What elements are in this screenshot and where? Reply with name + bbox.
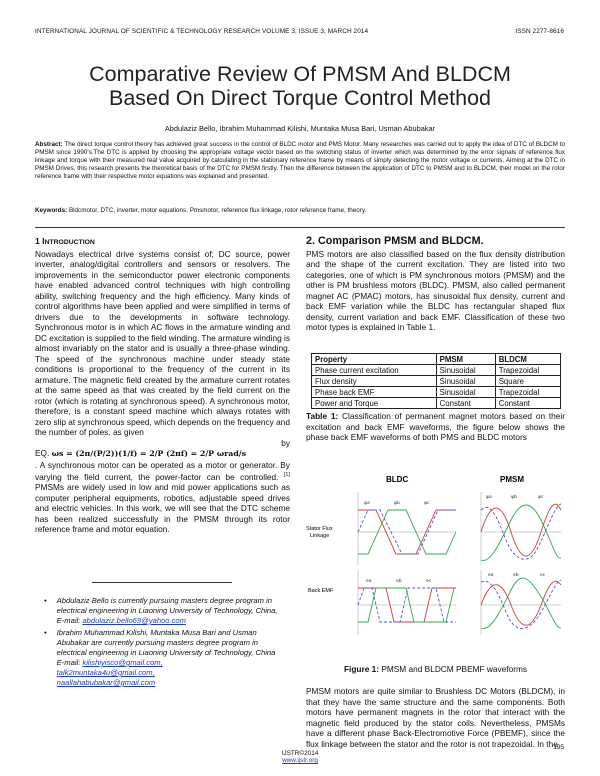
- figure-caption: Figure 1: PMSM and BLDCM PBEMF waveforms: [343, 664, 528, 674]
- equation-prefix: EQ.: [35, 448, 50, 458]
- abstract-text: The direct torque control theory has achieved great success in the control of BLDC motor and PMS Motor. Many researches was carried out to apply the idea of DTC of BLDCM to PMSM since 1990's.The DTC is applied by choosing the appropriate voltage vector based on the switching status of inverter which was determined by the error signals of reference flux linkage and torque with their measured real value acquired by calculating in the stationary reference frame by means of simply detecting the motor voltage or currents. Aiming at the DTC in PMSM Drives, this research presents the theoretical basis of the DTC for PMSM firstly. Then the difference between the application of DTC to PMSM and to BLDCM, their model on the rotor reference frame with their respective motor equations was explained and presented.: [35, 141, 565, 180]
- equation-line: [35, 448, 290, 460]
- bullet-icon: •: [44, 628, 47, 637]
- figure-label-stator-flux: Stator Flux: [306, 526, 333, 532]
- table-header: BLDCM: [495, 354, 560, 365]
- left-column: [35, 236, 290, 535]
- email-link[interactable]: talk2muntaka4u@gmail.com,: [56, 668, 155, 677]
- issn: ISSN 2277-8616: [515, 28, 564, 35]
- table-header-row: [312, 354, 561, 365]
- phase-label: ψc: [424, 501, 430, 506]
- figure-label-pmsm: PMSM: [500, 475, 524, 484]
- figure-label-linkage: Linkage: [310, 533, 330, 539]
- phase-label: ψb: [511, 495, 517, 500]
- table-row: Phase current excitation Sinusoidal Trapezoidal: [312, 365, 561, 376]
- figure-label-back-emf: Back EMF: [308, 588, 334, 594]
- page-number: 195: [553, 744, 564, 751]
- section-1-by: by: [281, 437, 290, 448]
- phase-label: ec: [540, 573, 546, 578]
- email-link[interactable]: naallahabubakar@gmail.com: [56, 678, 156, 687]
- phase-label: ψc: [538, 495, 544, 500]
- section-2-heading: 2. Comparison PMSM and BLDCM.: [306, 235, 484, 247]
- bullet-icon: •: [44, 596, 47, 605]
- equation: ωs = (2π/(P/2))(1/f) = 2/P (2πf) = 2/P ωrad/s: [51, 449, 247, 458]
- table-row: Flux density Sinusoidal Square: [312, 376, 561, 387]
- pmsm-flux-a: [481, 504, 561, 556]
- title-line-2: Based On Direct Torque Control Method: [108, 86, 492, 110]
- phase-label: ψa: [364, 501, 370, 506]
- section-2-paragraph-1: PMS motors are also classified based on the flux density distribution and the shape of the current excitation. They are listed into two categories, one of which is PM synchronous motors (PMSM) and the other is PM brushless motors (BLDC). PMSM, also called permanent magnet AC (PMAC) motors, has sinusoidal flux density, current and back EMF variation while the BLDC has rectangular shaped flux density, current variation and back EMF. Classification of these two motor types is explained in Table 1.: [306, 248, 565, 332]
- phase-label: eb: [396, 579, 402, 584]
- keywords-label: Keywords:: [35, 207, 68, 214]
- pmsm-flux-c: [481, 504, 561, 559]
- footnotes: [44, 596, 290, 688]
- classification-table: [311, 353, 561, 409]
- authors: Abdulaziz Bello, Ibrahim Muhammad Kilishi, Muntaka Musa Bari, Usman Abubakar: [164, 124, 436, 133]
- phase-label: eb: [513, 573, 519, 578]
- pmsm-flux-b: [481, 505, 561, 560]
- keywords-text: Bldcmotor, DTC, inverter, motor equations, Pmsmotor, reference flux linkage, rotor reference frame, theory.: [68, 207, 367, 214]
- phase-label: ea: [366, 579, 372, 584]
- journal-header: INTERNATIONAL JOURNAL OF SCIENTIFIC & TECHNOLOGY RESEARCH VOLUME 3, ISSUE 3, MARCH 2014: [35, 28, 369, 35]
- table-header: PMSM: [436, 354, 495, 365]
- section-1-heading: 1 INTRODUCTION: [35, 236, 95, 246]
- right-column: [306, 236, 565, 333]
- footer: [0, 750, 600, 764]
- back-emf-figure: [306, 470, 565, 655]
- section-1-paragraph-2: . A synchronous motor can be operated as a motor or generator. By varying the field current, the power-factor can be controlled. [1] PMSMs are widely used in low and mid power applications such as computer peripheral equipments, robotics, adjustable speed drives and electric vehicles. In this work, we will see that the DTC scheme has been realized successfully in the PMSM through its rotor reference frame and motor equation.: [35, 459, 290, 535]
- table-row: Phase back EMF Sinusoidal Trapezoidal: [312, 387, 561, 398]
- phase-label: ψa: [486, 495, 492, 500]
- footnote-1: • Abdulaziz Bello is currently pursuing masters degree program in electrical engineering in Liaoning University of Technology, China, E-mail: abdulaziz.bello69@yahoo.com: [44, 596, 278, 625]
- abstract: [35, 141, 565, 181]
- footnote-2: • Ibrahim Muhammad Kilishi, Muntaka Musa Bari and Usman Abubakar are currently pursuing masters degree program in electrical engineering in Liaoning University of Technology, China E-mail: kilishiyisco@gmail.com, talk2muntaka4u@gmail.com, naallahabubakar@gmail.com: [44, 628, 276, 687]
- table-row: Power and Torque Constant Constant: [312, 398, 561, 409]
- title-line-1: Comparative Review Of PMSM And BLDCM: [89, 62, 511, 86]
- email-link[interactable]: abdulaziz.bello69@yahoo.com: [82, 616, 186, 625]
- footnote-divider: [92, 582, 232, 583]
- phase-label: ec: [426, 579, 432, 584]
- table-header: Property: [312, 354, 437, 365]
- table-caption: Table 1: Classification of permanent magnet motors based on their excitation and back EMF waveforms, the figure below shows the phase back EMF waveforms of both PMS and BLDC motors: [306, 411, 565, 442]
- citation-1: [1]: [283, 472, 290, 478]
- phase-label: ea: [488, 573, 494, 578]
- abstract-label: Abstract:: [35, 141, 63, 148]
- divider: [35, 227, 565, 228]
- email-link[interactable]: kilishiyisco@gmail.com,: [82, 658, 163, 667]
- phase-label: ψb: [394, 501, 400, 506]
- figure-label-bldc: BLDC: [386, 475, 409, 484]
- section-2-paragraph-2: PMSM motors are quite similar to Brushless DC Motors (BLDCM), in that they have the same structure and the same components. Both motors have permanent magnets in the rotor that interact with the magnetic field produced by the stator coils. Nevertheless, PMSMs have a different phase Back-Electromotive Force (PBEMF), since the flux linkage between the stator and the rotor is not trapezoidal. In the: [306, 686, 565, 749]
- keywords: [35, 207, 565, 215]
- footer-code: IJSTR©2014: [281, 750, 319, 757]
- footer-url[interactable]: www.ijstr.org: [282, 757, 318, 764]
- pmsm-emf-a: [481, 581, 561, 625]
- paper-title: [40, 62, 560, 110]
- section-1-paragraph-1: Nowadays electrical drive systems consist of; DC source, power inverter, analog/digital controllers and sensors or resolvers. The improvements in the semiconductor power electronic components have enabled advanced control techniques with high controlling ability, switching frequency and the high efficiency. Many kinds of control algorithms have been applied and were simplified in terms of drivers due to the developments in software technology. Synchronous motor is in which AC flows in the armature winding and DC excitation is supplied to the field winding. The armature winding is almost invariably on the stator and is usually a three-phase winding. The speed of the synchronous machine under steady state conditions is proportional to the frequency of the current in its armature. The magnetic field created by the armature current rotates at the same speed as that was created by the field current on the rotor (which is rotating at synchronous speed). A synchronous motor, therefore, is a constant speed machine which always rotates with zero slip at synchronous speed, which depends on the frequency and the number of poles, as given: [35, 248, 290, 437]
